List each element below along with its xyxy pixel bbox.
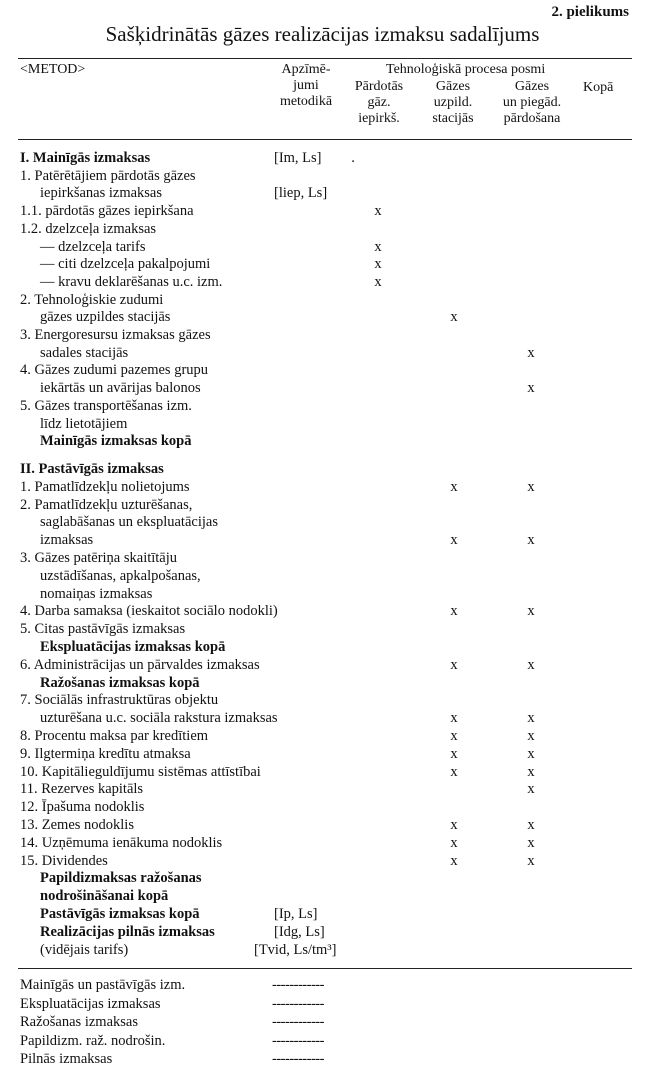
row-dot-mark: . bbox=[351, 150, 355, 166]
row-code: [Ip, Ls] bbox=[274, 906, 318, 922]
table-bottom-rule bbox=[18, 968, 632, 969]
row-mark-c2: x bbox=[450, 834, 458, 851]
row-label: uzstādīšanas, apkalpošanas, bbox=[40, 567, 201, 584]
row-label: — dzelzceļa tarifs bbox=[40, 238, 146, 255]
table-row bbox=[0, 923, 645, 941]
row-mark-c3: x bbox=[527, 834, 535, 851]
row-mark-c1: x bbox=[374, 203, 382, 220]
row-label: I. Mainīgās izmaksas bbox=[20, 150, 151, 166]
table-row bbox=[0, 344, 645, 362]
row-mark-c2: x bbox=[450, 603, 458, 620]
row-mark-c1: x bbox=[374, 238, 382, 255]
table-row bbox=[0, 167, 645, 185]
row-mark-c2: x bbox=[450, 532, 458, 549]
table-row bbox=[0, 834, 645, 852]
table-row bbox=[0, 852, 645, 870]
summary-label: Mainīgās un pastāvīgās izm. bbox=[20, 977, 186, 993]
table-row bbox=[0, 745, 645, 763]
apz-header: Apzīmē- jumi metodikā bbox=[279, 62, 333, 109]
table-row bbox=[0, 513, 645, 531]
table-row bbox=[0, 763, 645, 781]
table-row bbox=[0, 531, 645, 549]
col2-header: Gāzes uzpild. stacijās bbox=[432, 79, 474, 126]
row-label: Pastāvīgās izmaksas kopā bbox=[40, 906, 200, 922]
table-row bbox=[0, 638, 645, 656]
row-label: Papildizmaksas ražošanas bbox=[40, 870, 202, 887]
table-row bbox=[0, 220, 645, 238]
table-row bbox=[0, 460, 645, 478]
table-row bbox=[0, 691, 645, 709]
row-mark-c2: x bbox=[450, 478, 458, 495]
row-code: [Idg, Ls] bbox=[274, 923, 325, 940]
row-label: — citi dzelzceļa pakalpojumi bbox=[40, 256, 211, 273]
row-label: 1. Patērētājiem pārdotās gāzes bbox=[20, 167, 196, 184]
row-label: 6. Administrācijas un pārvaldes izmaksas bbox=[20, 656, 260, 673]
row-label: iepirkšanas izmaksas bbox=[40, 185, 163, 202]
table-row bbox=[0, 184, 645, 202]
row-label: 1. Pamatlīdzekļu nolietojums bbox=[20, 478, 190, 495]
table-row bbox=[0, 308, 645, 326]
row-label: 7. Sociālās infrastruktūras objektu bbox=[20, 692, 219, 709]
row-code: [Im, Ls] bbox=[274, 150, 322, 166]
row-mark-c3: x bbox=[527, 532, 535, 549]
table-row bbox=[0, 620, 645, 638]
row-mark-c2: x bbox=[450, 745, 458, 762]
row-mark-c3: x bbox=[527, 763, 535, 780]
row-label: 2. Tehnoloģiskie zudumi bbox=[20, 291, 164, 308]
table-row bbox=[0, 585, 645, 603]
summary-label: Ekspluatācijas izmaksas bbox=[20, 995, 161, 1012]
row-mark-c3: x bbox=[527, 478, 535, 495]
row-label: 9. Ilgtermiņa kredītu atmaksa bbox=[20, 745, 191, 762]
summary-row bbox=[0, 976, 645, 994]
row-mark-c3: x bbox=[527, 344, 535, 361]
table-row bbox=[0, 397, 645, 415]
row-mark-c3: x bbox=[527, 781, 535, 798]
page-title: Sašķidrinātās gāzes realizācijas izmaksu sadalījums bbox=[105, 22, 540, 46]
row-mark-c2: x bbox=[450, 852, 458, 869]
row-label: sadales stacijās bbox=[40, 344, 129, 361]
row-label: Ekspluatācijas izmaksas kopā bbox=[40, 639, 226, 655]
row-label: 2. Pamatlīdzekļu uzturēšanas, bbox=[20, 496, 193, 513]
row-label: Realizācijas pilnās izmaksas bbox=[40, 923, 215, 940]
summary-value: ------------ bbox=[272, 1014, 324, 1031]
row-label: 1.1. pārdotās gāzes iepirkšana bbox=[20, 203, 194, 220]
row-code: [liep, Ls] bbox=[274, 185, 328, 202]
row-mark-c3: x bbox=[527, 852, 535, 869]
row-mark-c2: x bbox=[450, 728, 458, 744]
table-row bbox=[0, 780, 645, 798]
table-row bbox=[0, 656, 645, 674]
row-mark-c1: x bbox=[374, 256, 382, 273]
table-row bbox=[0, 326, 645, 344]
row-code: [Tvid, Ls/tm³] bbox=[254, 941, 337, 958]
row-label: iekārtās un avārijas balonos bbox=[40, 380, 201, 397]
table-row bbox=[0, 798, 645, 816]
row-label: 3. Energoresursu izmaksas gāzes bbox=[20, 327, 211, 343]
summary-row bbox=[0, 1050, 645, 1068]
row-mark-c2: x bbox=[450, 309, 458, 326]
row-label: 3. Gāzes patēriņa skaitītāju bbox=[20, 550, 178, 566]
table-row bbox=[0, 238, 645, 256]
summary-row bbox=[0, 1013, 645, 1031]
metod-header: <METOD> bbox=[20, 62, 86, 77]
table-row bbox=[0, 905, 645, 923]
table-row bbox=[0, 478, 645, 496]
row-label: nodrošināšanai kopā bbox=[40, 888, 169, 905]
table-row bbox=[0, 869, 645, 887]
summary-value: ------------ bbox=[272, 1051, 324, 1068]
table-row bbox=[0, 149, 645, 167]
table-row bbox=[0, 273, 645, 291]
table-row bbox=[0, 361, 645, 379]
table-row bbox=[0, 549, 645, 567]
table-row bbox=[0, 567, 645, 585]
row-label: 14. Uzņēmuma ienākuma nodoklis bbox=[20, 834, 223, 851]
col1-header: Pārdotās gāz. iepirkš. bbox=[354, 79, 404, 126]
row-label: uzturēšana u.c. sociāla rakstura izmaksas bbox=[40, 710, 278, 727]
row-label: 13. Zemes nodoklis bbox=[20, 817, 134, 833]
row-mark-c2: x bbox=[450, 710, 458, 727]
row-label: 5. Citas pastāvīgās izmaksas bbox=[20, 621, 186, 638]
kopa-header: Kopā bbox=[583, 80, 614, 95]
summary-row bbox=[0, 1032, 645, 1050]
row-label: izmaksas bbox=[40, 532, 94, 549]
table-row bbox=[0, 602, 645, 620]
row-label: Ražošanas izmaksas kopā bbox=[40, 674, 200, 691]
row-mark-c3: x bbox=[527, 603, 535, 620]
table-row bbox=[0, 202, 645, 220]
summary-label: Pilnās izmaksas bbox=[20, 1051, 113, 1068]
row-label: 11. Rezerves kapitāls bbox=[20, 781, 144, 798]
header-top-rule bbox=[18, 58, 632, 59]
row-label: saglabāšanas un ekspluatācijas bbox=[40, 514, 218, 531]
row-mark-c2: x bbox=[450, 763, 458, 780]
col3-header: Gāzes un piegād. pārdošana bbox=[502, 79, 562, 126]
row-label: II. Pastāvīgās izmaksas bbox=[20, 461, 164, 477]
row-mark-c3: x bbox=[527, 656, 535, 673]
row-mark-c3: x bbox=[527, 380, 535, 397]
row-label: 4. Gāzes zudumi pazemes grupu bbox=[20, 362, 209, 379]
row-label: 4. Darba samaksa (ieskaitot sociālo nodokli) bbox=[20, 603, 278, 620]
row-label: (vidējais tarifs) bbox=[40, 941, 129, 958]
table-row bbox=[0, 379, 645, 397]
row-mark-c3: x bbox=[527, 710, 535, 727]
table-row bbox=[0, 816, 645, 834]
row-label: 5. Gāzes transportēšanas izm. bbox=[20, 397, 192, 414]
table-row bbox=[0, 496, 645, 514]
row-label: 12. Īpašuma nodoklis bbox=[20, 799, 145, 816]
table-row bbox=[0, 674, 645, 692]
table-row bbox=[0, 255, 645, 273]
header-bottom-rule bbox=[18, 139, 632, 140]
row-mark-c2: x bbox=[450, 817, 458, 833]
summary-label: Ražošanas izmaksas bbox=[20, 1014, 138, 1031]
row-mark-c3: x bbox=[527, 817, 535, 833]
row-label: — kravu deklarēšanas u.c. izm. bbox=[40, 273, 223, 290]
summary-value: ------------ bbox=[272, 995, 324, 1012]
summary-value: ------------ bbox=[272, 1032, 324, 1049]
summary-row bbox=[0, 995, 645, 1013]
row-mark-c3: x bbox=[527, 728, 535, 744]
table-row bbox=[0, 887, 645, 905]
row-label: gāzes uzpildes stacijās bbox=[40, 309, 171, 326]
summary-value: ------------ bbox=[272, 977, 324, 993]
row-label: 15. Dividendes bbox=[20, 852, 108, 869]
row-label: 8. Procentu maksa par kredītiem bbox=[20, 728, 209, 744]
row-label: līdz lietotājiem bbox=[40, 415, 128, 432]
summary-label: Papildizm. raž. nodrošin. bbox=[20, 1032, 166, 1049]
table-row bbox=[0, 432, 645, 450]
table-row bbox=[0, 709, 645, 727]
row-mark-c2: x bbox=[450, 656, 458, 673]
tech-header: Tehnoloģiskā procesa posmi bbox=[386, 62, 546, 77]
table-row bbox=[0, 291, 645, 309]
row-label: 10. Kapitālieguldījumu sistēmas attīstībai bbox=[20, 763, 261, 780]
table-row bbox=[0, 727, 645, 745]
row-label: 1.2. dzelzceļa izmaksas bbox=[20, 220, 157, 237]
row-label: Mainīgās izmaksas kopā bbox=[40, 433, 192, 450]
table-row bbox=[0, 415, 645, 433]
row-mark-c3: x bbox=[527, 745, 535, 762]
appendix-label: 2. pielikums bbox=[551, 4, 629, 20]
row-mark-c1: x bbox=[374, 273, 382, 290]
table-row bbox=[0, 941, 645, 959]
row-label: nomaiņas izmaksas bbox=[40, 585, 153, 602]
